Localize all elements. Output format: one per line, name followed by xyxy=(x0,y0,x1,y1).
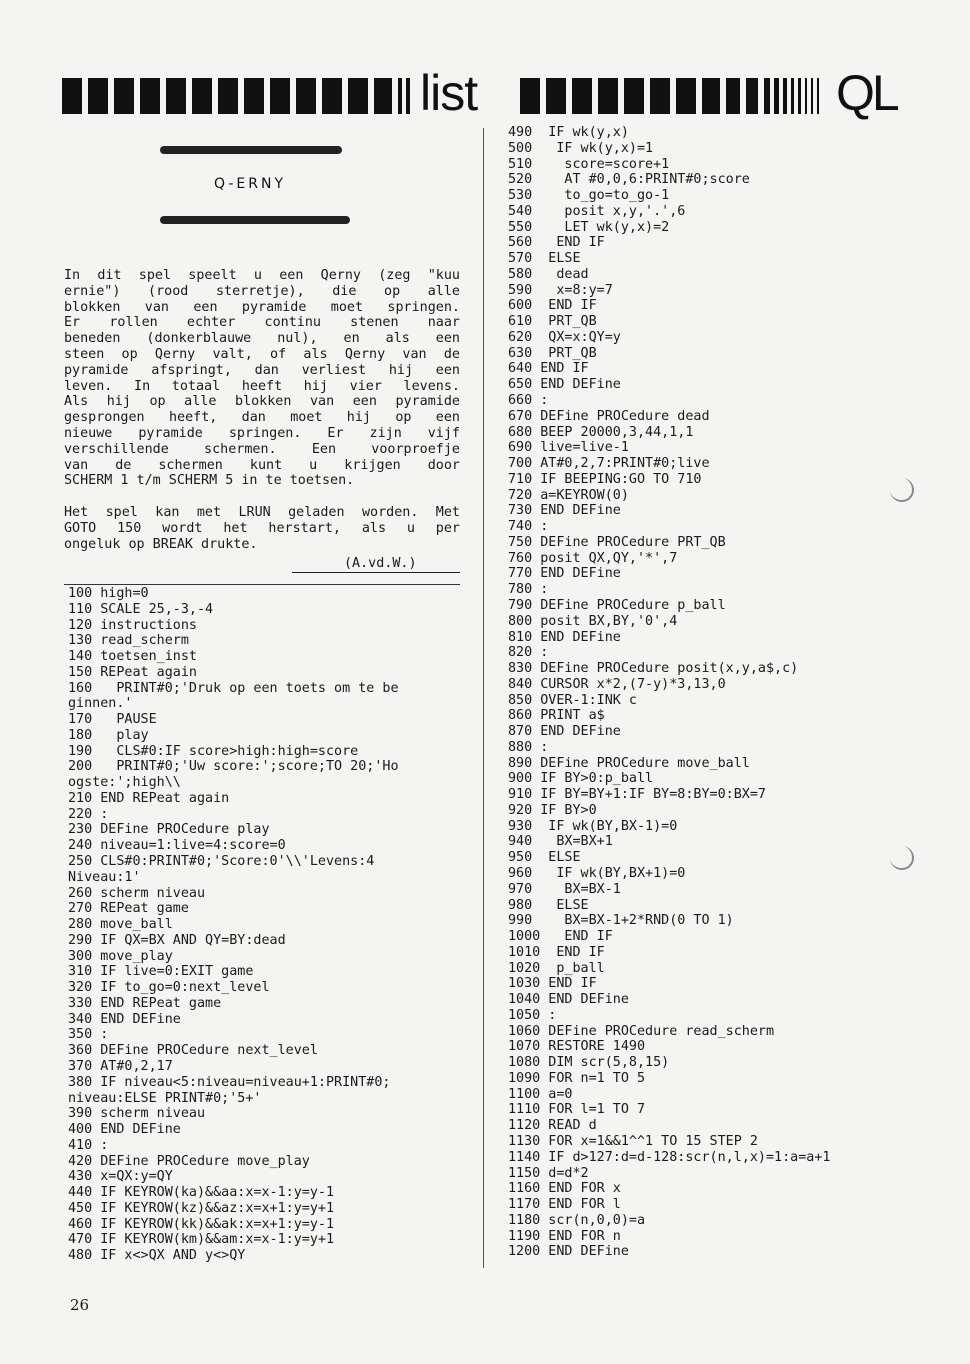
code-line: 790 DEFine PROCedure p_ball xyxy=(508,597,726,613)
code-line: 560 END IF xyxy=(508,235,605,251)
code-line: 770 END DEFine xyxy=(508,566,621,582)
code-line: 350 : xyxy=(68,1027,109,1043)
paragraph-line: ongeluk op BREAK drukte. xyxy=(64,536,258,552)
code-line: 320 IF to_go=0:next_level xyxy=(68,980,270,996)
code-line: 460 IF KEYROW(kk)&&ak:x=x+1:y=y-1 xyxy=(68,1216,335,1232)
code-line: 470 IF KEYROW(km)&&am:x=x-1:y=y+1 xyxy=(68,1232,335,1248)
code-line: 580 dead xyxy=(508,266,589,282)
code-line: 610 PRT_QB xyxy=(508,314,597,330)
page-number: 26 xyxy=(70,1296,90,1314)
code-line: 670 DEFine PROCedure dead xyxy=(508,408,710,424)
paragraph-line: Er rollen echter continu stenen naar xyxy=(64,315,460,331)
code-line: 750 DEFine PROCedure PRT_QB xyxy=(508,534,726,550)
intro-divider xyxy=(64,584,460,585)
paragraph-line: gesprongen heeft, dan moet hij op een xyxy=(64,410,460,426)
code-line: 1050 : xyxy=(508,1007,557,1023)
header-block xyxy=(322,78,342,114)
code-line: 1120 READ d xyxy=(508,1118,597,1134)
header-block xyxy=(244,78,264,114)
header-block xyxy=(650,78,670,114)
code-line: 1060 DEFine PROCedure read_scherm xyxy=(508,1023,775,1039)
intro-paragraph xyxy=(64,505,460,552)
code-line: 600 END IF xyxy=(508,298,597,314)
code-line: 510 score=score+1 xyxy=(508,156,670,172)
code-line: 1170 END FOR l xyxy=(508,1197,621,1213)
code-line: 1090 FOR n=1 TO 5 xyxy=(508,1070,646,1086)
code-line: 180 play xyxy=(68,727,149,743)
code-line: 1200 END DEFine xyxy=(508,1244,629,1260)
code-line: 1140 IF d>127:d=d-128:scr(n,l,x)=1:a=a+1 xyxy=(508,1149,831,1165)
header-block xyxy=(374,78,392,114)
header-stripe xyxy=(783,78,787,114)
code-line: 440 IF KEYROW(ka)&&aa:x=x-1:y=y-1 xyxy=(68,1185,335,1201)
code-line: 520 AT #0,0,6:PRINT#0;score xyxy=(508,172,750,188)
title-rule-bottom xyxy=(160,216,350,224)
code-line: 380 IF niveau<5:niveau=niveau+1:PRINT#0; xyxy=(68,1074,391,1090)
header-block xyxy=(114,78,134,114)
paragraph-line: GOTO 150 wordt het herstart, als u per xyxy=(64,520,460,536)
code-line: 990 BX=BX-1+2*RND(0 TO 1) xyxy=(508,913,734,929)
code-line: 910 IF BY=BY+1:IF BY=8:BY=0:BX=7 xyxy=(508,787,766,803)
code-line: 1070 RESTORE 1490 xyxy=(508,1039,646,1055)
code-line: 730 END DEFine xyxy=(508,503,621,519)
code-line: 870 END DEFine xyxy=(508,724,621,740)
code-line: 140 toetsen_inst xyxy=(68,649,197,665)
code-line: 260 scherm niveau xyxy=(68,885,206,901)
code-line: 760 posit QX,QY,'*',7 xyxy=(508,550,678,566)
code-line: 860 PRINT a$ xyxy=(508,708,605,724)
header-block xyxy=(598,78,618,114)
code-line: 680 BEEP 20000,3,44,1,1 xyxy=(508,424,694,440)
header-stripe xyxy=(805,78,807,114)
header-block xyxy=(140,78,160,114)
code-line: 550 LET wk(y,x)=2 xyxy=(508,219,670,235)
header-block xyxy=(348,78,368,114)
code-line: 410 : xyxy=(68,1137,109,1153)
paragraph-line: blokken van een pyramide moet springen. xyxy=(64,299,460,315)
code-line: 540 posit x,y,'.',6 xyxy=(508,203,686,219)
code-line: 200 PRINT#0;'Uw score:';score;TO 20;'Ho xyxy=(68,759,399,775)
header-block xyxy=(166,78,186,114)
paragraph-line: Als hij op alle blokken van een pyramide xyxy=(64,394,460,410)
code-line: 820 : xyxy=(508,645,549,661)
code-line: 740 : xyxy=(508,519,549,535)
code-line: 500 IF wk(y,x)=1 xyxy=(508,140,654,156)
code-line: 840 CURSOR x*2,(7-y)*3,13,0 xyxy=(508,676,726,692)
header-block xyxy=(624,78,644,114)
code-line: 530 to_go=to_go-1 xyxy=(508,188,670,204)
code-line: 1190 END FOR n xyxy=(508,1228,621,1244)
code-line: 1080 DIM scr(5,8,15) xyxy=(508,1055,670,1071)
code-line: 890 DEFine PROCedure move_ball xyxy=(508,755,750,771)
header-block xyxy=(296,78,316,114)
code-line: niveau:ELSE PRINT#0;'5+' xyxy=(68,1090,262,1106)
code-line: 190 CLS#0:IF score>high:high=score xyxy=(68,743,359,759)
code-line: 880 : xyxy=(508,739,549,755)
header-stripe xyxy=(398,78,402,114)
author-signature: (A.vd.W.) xyxy=(344,556,417,571)
paragraph-line: ernie") (rood sterretje), die op alle xyxy=(64,283,460,299)
code-line: 250 CLS#0:PRINT#0;'Score:0'\\'Levens:4 xyxy=(68,854,375,870)
paragraph-line: nieuwe pyramide springen. Er zijn vijf xyxy=(64,425,460,441)
article-intro xyxy=(64,268,460,553)
code-line: 400 END DEFine xyxy=(68,1122,181,1138)
code-line: 970 BX=BX-1 xyxy=(508,881,621,897)
code-line: 220 : xyxy=(68,806,109,822)
code-line: 270 REPeat game xyxy=(68,901,189,917)
code-line: 630 PRT_QB xyxy=(508,345,597,361)
code-line: 480 IF x<>QX AND y<>QY xyxy=(68,1248,246,1264)
code-line: 1030 END IF xyxy=(508,976,597,992)
header-block xyxy=(270,78,290,114)
code-line: 330 END REPeat game xyxy=(68,995,222,1011)
code-line: 980 ELSE xyxy=(508,897,589,913)
code-line: 150 REPeat again xyxy=(68,664,197,680)
header-block xyxy=(726,78,740,114)
code-line: 710 IF BEEPING:GO TO 710 xyxy=(508,471,702,487)
code-line: 1180 scr(n,0,0)=a xyxy=(508,1212,646,1228)
code-line: 690 live=live-1 xyxy=(508,440,629,456)
code-line: 1150 d=d*2 xyxy=(508,1165,589,1181)
header-stripe xyxy=(817,78,819,114)
code-line: 370 AT#0,2,17 xyxy=(68,1058,173,1074)
header-stripe xyxy=(406,78,410,114)
title-rule-top xyxy=(160,146,342,154)
intro-paragraph xyxy=(64,268,460,489)
code-line: 300 move_play xyxy=(68,948,173,964)
code-line: 420 DEFine PROCedure move_play xyxy=(68,1153,310,1169)
code-line: 490 IF wk(y,x) xyxy=(508,125,629,140)
code-line: 940 BX=BX+1 xyxy=(508,834,613,850)
code-line: ginnen.' xyxy=(68,696,133,712)
header-stripe xyxy=(764,78,770,114)
header-word: list xyxy=(420,65,478,121)
code-line: 900 IF BY>0:p_ball xyxy=(508,771,654,787)
code-line: 1160 END FOR x xyxy=(508,1181,621,1197)
code-line: 1000 END IF xyxy=(508,929,613,945)
code-line: 1010 END IF xyxy=(508,944,605,960)
code-line: 640 END IF xyxy=(508,361,589,377)
header-system-logo: QL xyxy=(836,65,897,121)
paragraph-line: beneden (donkerblauwe nul), en als een xyxy=(64,331,460,347)
code-line: 390 scherm niveau xyxy=(68,1106,206,1122)
code-line: 130 read_scherm xyxy=(68,633,189,649)
code-line: Niveau:1' xyxy=(68,869,141,885)
code-line: 1130 FOR x=1&&1^^1 TO 15 STEP 2 xyxy=(508,1134,758,1149)
header-stripe xyxy=(811,78,813,114)
code-line: 450 IF KEYROW(kz)&&az:x=x+1:y=y+1 xyxy=(68,1200,335,1216)
header-block xyxy=(676,78,696,114)
code-line: 650 END DEFine xyxy=(508,377,621,393)
code-line: 700 AT#0,2,7:PRINT#0;live xyxy=(508,456,710,472)
code-line: 120 instructions xyxy=(68,617,197,633)
paragraph-line: leven. In totaal heeft hij vier levens. xyxy=(64,378,460,394)
code-line: 920 IF BY>0 xyxy=(508,802,597,818)
code-line: 930 IF wk(BY,BX-1)=0 xyxy=(508,818,678,834)
code-line: 310 IF live=0:EXIT game xyxy=(68,964,254,980)
code-listing-left xyxy=(68,586,399,1264)
header-block xyxy=(546,78,566,114)
header-block xyxy=(520,78,540,114)
code-line: 1020 p_ball xyxy=(508,960,605,976)
header-stripe xyxy=(798,78,801,114)
code-line: 850 OVER-1:INK c xyxy=(508,692,637,708)
page-header xyxy=(62,65,897,121)
code-line: 620 QX=x:QY=y xyxy=(508,329,621,345)
signature-underline xyxy=(292,572,460,573)
code-line: 950 ELSE xyxy=(508,850,581,866)
code-line: 1040 END DEFine xyxy=(508,992,629,1008)
paragraph-line: In dit spel speelt u een Qerny (zeg "kuu xyxy=(64,268,460,283)
column-divider xyxy=(483,128,484,1268)
punch-hole-mark xyxy=(890,846,914,870)
code-line: 780 : xyxy=(508,582,549,598)
code-line: 660 : xyxy=(508,393,549,409)
code-line: 160 PRINT#0;'Druk op een toets om te be xyxy=(68,680,399,696)
paragraph-line: verschillende schermen. Een voorproefje xyxy=(64,441,460,457)
code-line: ogste:';high\\ xyxy=(68,775,181,791)
paragraph-line: SCHERM 1 t/m SCHERM 5 in te toetsen. xyxy=(64,473,355,489)
header-stripe xyxy=(774,78,779,114)
header-block xyxy=(572,78,592,114)
code-line: 230 DEFine PROCedure play xyxy=(68,822,270,838)
code-listing-right xyxy=(508,125,830,1260)
paragraph-line: Het spel kan met LRUN geladen worden. Met xyxy=(64,505,460,521)
header-block xyxy=(702,78,720,114)
header-block xyxy=(192,78,212,114)
header-stripe xyxy=(791,78,794,114)
code-line: 110 SCALE 25,-3,-4 xyxy=(68,601,214,617)
code-line: 960 IF wk(BY,BX+1)=0 xyxy=(508,865,686,881)
code-line: 210 END REPeat again xyxy=(68,790,230,806)
code-line: 810 END DEFine xyxy=(508,629,621,645)
code-line: 360 DEFine PROCedure next_level xyxy=(68,1043,318,1059)
code-line: 280 move_ball xyxy=(68,917,173,933)
paragraph-line: pyramide afspringt, dan verliest hij een xyxy=(64,362,460,378)
paragraph-line: steen op Qerny valt, of als Qerny van de xyxy=(64,346,460,362)
code-line: 590 x=8:y=7 xyxy=(508,282,613,298)
code-line: 570 ELSE xyxy=(508,251,581,267)
paragraph-line: van de schermen kunt u krijgen door xyxy=(64,457,460,473)
code-line: 830 DEFine PROCedure posit(x,y,a$,c) xyxy=(508,661,799,677)
header-block xyxy=(746,78,758,114)
code-line: 800 posit BX,BY,'0',4 xyxy=(508,613,678,629)
code-line: 720 a=KEYROW(0) xyxy=(508,487,629,503)
code-line: 1110 FOR l=1 TO 7 xyxy=(508,1102,646,1118)
code-line: 100 high=0 xyxy=(68,586,149,601)
code-line: 240 niveau=1:live=4:score=0 xyxy=(68,838,286,854)
code-line: 340 END DEFine xyxy=(68,1011,181,1027)
code-line: 1100 a=0 xyxy=(508,1086,573,1102)
article-title: Q-ERNY xyxy=(213,176,287,192)
header-block xyxy=(88,78,108,114)
header-block xyxy=(62,78,82,114)
header-block xyxy=(218,78,238,114)
code-line: 290 IF QX=BX AND QY=BY:dead xyxy=(68,932,286,948)
punch-hole-mark xyxy=(890,478,914,502)
code-line: 170 PAUSE xyxy=(68,712,157,728)
code-line: 430 x=QX:y=QY xyxy=(68,1169,173,1185)
